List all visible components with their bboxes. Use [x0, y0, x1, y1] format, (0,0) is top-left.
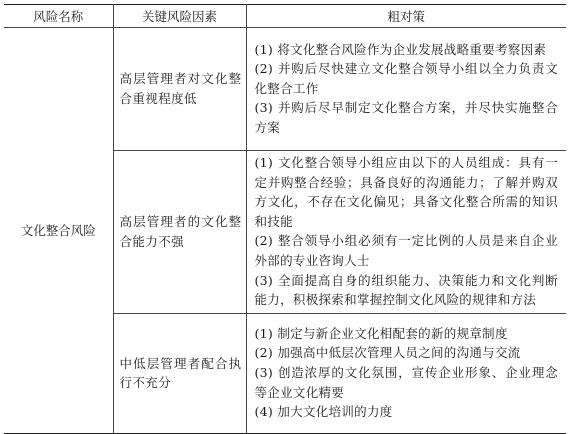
countermeasure-item: (1) 制定与新企业文化相配套的新的规章制度: [254, 325, 508, 341]
key-factor-cell: 高层管理者对文化整合重视程度低: [113, 28, 246, 151]
risk-countermeasure-table: [4, 4, 566, 434]
table-header-row: [4, 5, 566, 28]
countermeasure-cell: [246, 28, 566, 151]
countermeasure-item: (3) 创造浓厚的文化氛围，宣传企业形象、企业理念等企业文化精要: [254, 364, 558, 400]
countermeasure-cell: [246, 151, 566, 314]
key-factor-cell: 高层管理者的文化整合能力不强: [113, 151, 246, 314]
header-risk-name: 风险名称: [4, 5, 113, 28]
countermeasure-item: (3) 全面提高自身的组织能力、决策能力和文化判断能力，积极探索和掌握控制文化风险的规律和方法: [254, 272, 558, 308]
countermeasure-item: (1) 文化整合领导小组应由以下的人员组成：具有一定并购整合经验；具备良好的沟通能力；了解并购双方文化，不存在文化偏见；具备文化整合所需的知识和技能: [254, 155, 558, 229]
header-key-factors: 关键风险因素: [113, 5, 246, 28]
countermeasure-item: (2) 加强高中低层次管理人员之间的沟通与交流: [254, 345, 521, 361]
table-row: [4, 28, 566, 151]
countermeasure-item: (2) 并购后尽快建立文化整合领导小组以全力负责文化整合工作: [254, 61, 558, 96]
header-countermeasures: 粗对策: [246, 5, 566, 28]
key-factor-cell: 中低层管理者配合执行不充分: [113, 313, 246, 433]
countermeasure-item: (3) 并购后尽早制定文化整合方案，并尽快实施整合方案: [254, 100, 558, 135]
risk-name-cell: 文化整合风险: [4, 28, 113, 434]
countermeasure-item: (4) 加大文化培训的力度: [254, 404, 393, 420]
countermeasure-item: (2) 整合领导小组必须有一定比例的人员是来自企业外部的专业咨询人士: [254, 233, 558, 268]
countermeasure-cell: [246, 313, 566, 433]
countermeasure-item: (1) 将文化整合风险作为企业发展战略重要考察因素: [254, 41, 547, 57]
